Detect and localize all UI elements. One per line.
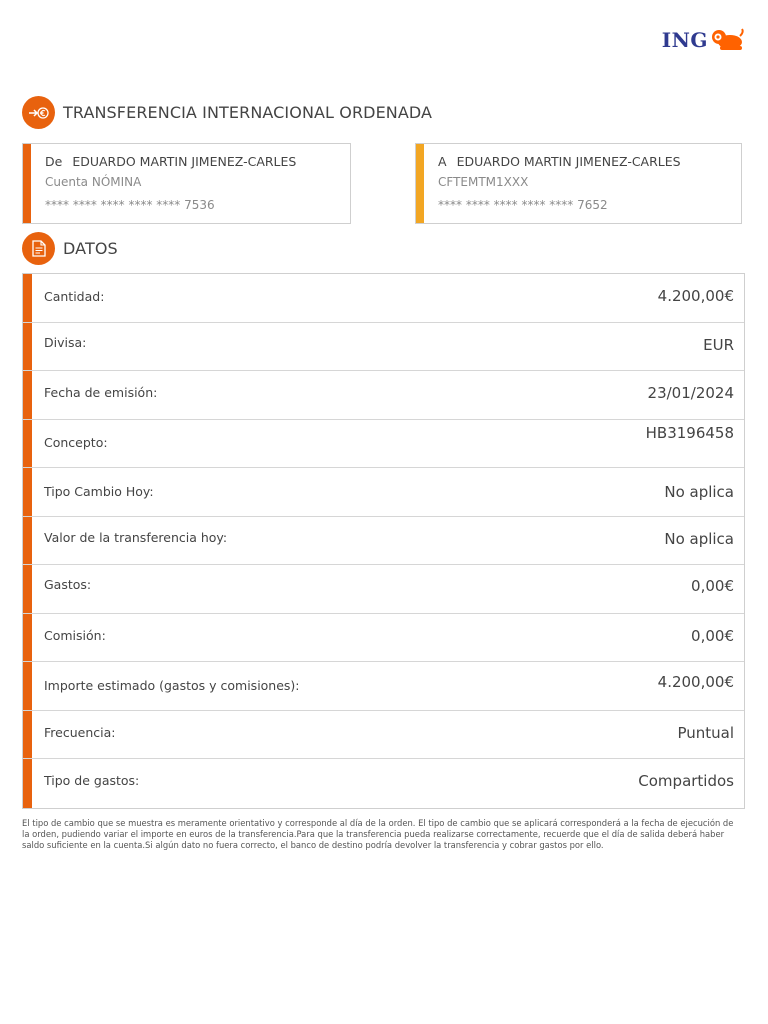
row-value: EUR (703, 335, 734, 354)
row-label: Tipo de gastos: (44, 773, 140, 788)
row-value: 23/01/2024 (647, 384, 734, 402)
from-accent-bar (23, 144, 31, 223)
row-label: Comisión: (44, 627, 106, 643)
row-value: 0,00€ (691, 626, 734, 645)
table-row (23, 662, 744, 711)
transfer-header (22, 96, 432, 129)
row-value: No aplica (664, 529, 734, 548)
row-label: Gastos: (44, 577, 92, 592)
row-label: Cantidad: (44, 289, 105, 304)
to-name: EDUARDO MARTIN JIMENEZ-CARLES (456, 154, 681, 169)
from-account-number: **** **** **** **** **** 7536 (45, 198, 215, 212)
from-account-card (22, 143, 351, 224)
table-row (23, 711, 744, 760)
lion-icon (710, 28, 744, 52)
transfer-euro-icon (22, 96, 55, 129)
from-prefix: De (45, 154, 63, 169)
row-value: 0,00€ (691, 577, 734, 595)
row-label: Importe estimado (gastos y comisiones): (44, 678, 300, 693)
from-name: EDUARDO MARTIN JIMENEZ-CARLES (72, 154, 297, 169)
datos-title: DATOS (63, 239, 118, 258)
row-value: No aplica (664, 483, 734, 501)
disclaimer-note: El tipo de cambio que se muestra es meramente orientativo y corresponde al día de la orden. El tipo de cambio que se aplicará corresponderá a la fecha de ejecución de la orden, pudiendo variar el importe en euros de la transferencia.Para que la transferencia pueda realizarse correctamente, recuerde que el día de salida deberá haber saldo suficiente en la cuenta.Si algún dato no fuera correcto, el banco de destino podría devolver la transferencia y cobrar gastos por ello. (22, 818, 734, 850)
page-title: TRANSFERENCIA INTERNACIONAL ORDENADA (63, 103, 433, 122)
row-label: Tipo Cambio Hoy: (44, 484, 154, 499)
from-holder (45, 154, 296, 169)
datos-header (22, 232, 118, 265)
row-value: Puntual (677, 723, 734, 742)
to-account-number: **** **** **** **** **** 7652 (438, 198, 608, 212)
table-row (23, 517, 744, 566)
row-value: Compartidos (638, 772, 734, 790)
row-label: Frecuencia: (44, 724, 116, 740)
to-account-card (415, 143, 742, 224)
to-holder (438, 154, 681, 169)
table-row (23, 371, 744, 420)
row-value: 4.200,00€ (657, 673, 734, 691)
row-value: 4.200,00€ (657, 287, 734, 305)
table-row (23, 759, 744, 808)
table-row (23, 323, 744, 372)
to-prefix: A (438, 154, 447, 169)
ing-logo (662, 28, 744, 52)
row-label: Valor de la transferencia hoy: (44, 529, 228, 545)
from-account-type: Cuenta NÓMINA (45, 175, 142, 189)
document-icon (22, 232, 55, 265)
table-row (23, 274, 744, 323)
table-row (23, 420, 744, 469)
row-label: Concepto: (44, 434, 108, 450)
table-row (23, 468, 744, 517)
row-value: HB3196458 (645, 423, 734, 442)
row-label: Divisa: (44, 334, 87, 350)
brand-name: ING (661, 28, 708, 52)
datos-table (22, 273, 745, 809)
row-label: Fecha de emisión: (44, 385, 158, 400)
to-accent-bar (416, 144, 424, 223)
table-row (23, 565, 744, 614)
to-bic: CFTEMTM1XXX (438, 175, 529, 189)
table-row (23, 614, 744, 663)
